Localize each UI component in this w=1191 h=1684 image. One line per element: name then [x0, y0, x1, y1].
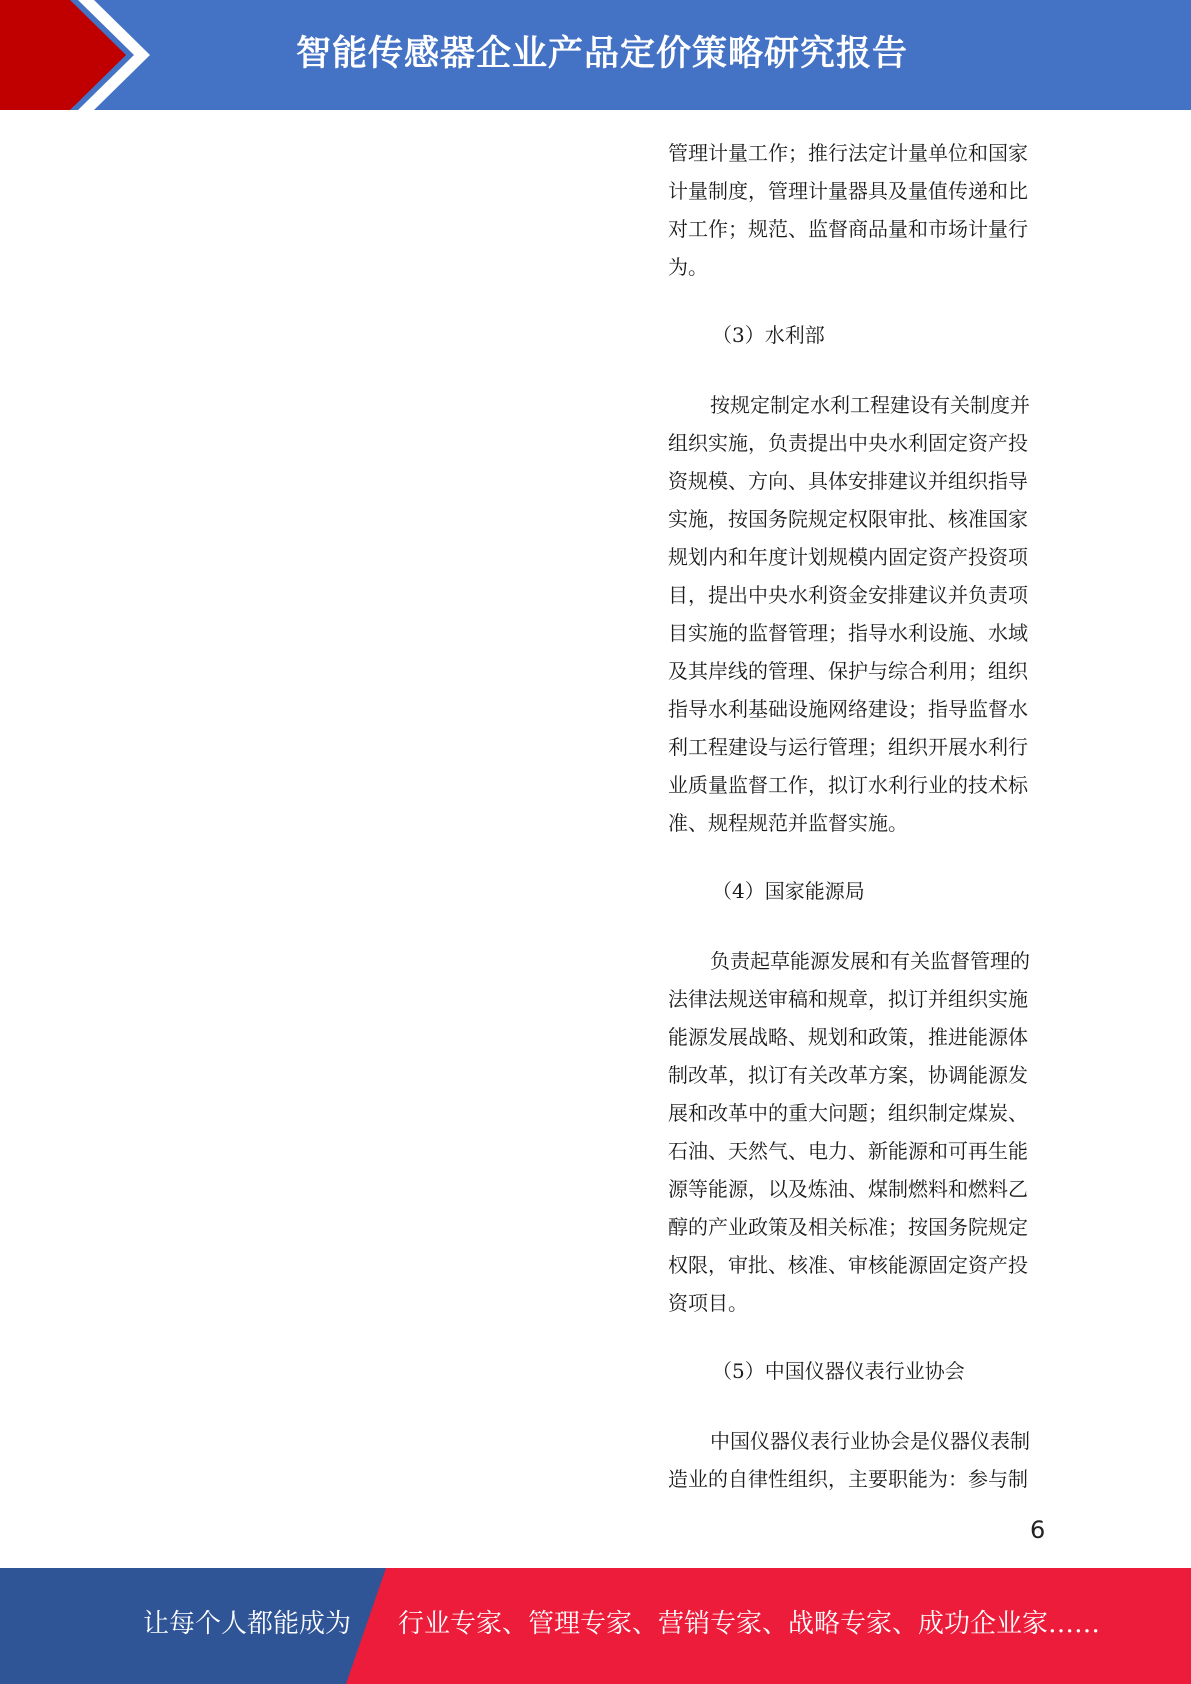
intro-paragraph [668, 134, 1048, 286]
section-heading: （4）国家能源局 [712, 879, 865, 903]
text-line: 对工作；规范、监督商品量和市场计量行 [668, 217, 1028, 241]
text-line: 能源发展战略、规划和政策，推进能源体 [668, 1025, 1028, 1049]
text-line: 源等能源，以及炼油、煤制燃料和燃料乙 [668, 1177, 1028, 1201]
text-line: 醇的产业政策及相关标准；按国务院规定 [668, 1215, 1028, 1239]
text-line: 组织实施，负责提出中央水利固定资产投 [668, 431, 1028, 455]
text-line: 按规定制定水利工程建设有关制度并 [710, 393, 1030, 417]
text-line: 指导水利基础设施网络建设；指导监督水 [668, 697, 1028, 721]
text-line: 业质量监督工作，拟订水利行业的技术标 [668, 773, 1028, 797]
footer-slogan-right: 行业专家、管理专家、营销专家、战略专家、成功企业家…… [398, 1609, 1101, 1639]
footer-slogan-left: 让每个人都能成为 [143, 1609, 352, 1639]
text-line: 制改革，拟订有关改革方案，协调能源发 [668, 1063, 1028, 1087]
section-paragraph [668, 942, 1048, 1322]
report-title: 智能传感器企业产品定价策略研究报告 [296, 34, 909, 74]
text-line: 石油、天然气、电力、新能源和可再生能 [668, 1139, 1028, 1163]
text-line: 负责起草能源发展和有关监督管理的 [710, 949, 1030, 973]
text-line: 管理计量工作；推行法定计量单位和国家 [668, 141, 1028, 165]
page-footer [0, 1568, 1191, 1684]
section-heading: （3）水利部 [712, 323, 825, 347]
text-line: 中国仪器仪表行业协会是仪器仪表制 [710, 1429, 1030, 1453]
text-line: 权限，审批、核准、审核能源固定资产投 [668, 1253, 1028, 1277]
section-heading: （5）中国仪器仪表行业协会 [712, 1359, 965, 1383]
page-number: 6 [1030, 1516, 1046, 1544]
text-line: 展和改革中的重大问题；组织制定煤炭、 [668, 1101, 1028, 1125]
text-line: 利工程建设与运行管理；组织开展水利行 [668, 735, 1028, 759]
text-line: 资规模、方向、具体安排建议并组织指导 [668, 469, 1028, 493]
text-line: 准、规程规范并监督实施。 [668, 811, 908, 835]
text-line: 资项目。 [668, 1291, 748, 1315]
text-line: 规划内和年度计划规模内固定资产投资项 [668, 545, 1028, 569]
text-line: 目，提出中央水利资金安排建议并负责项 [668, 583, 1028, 607]
text-line: 计量制度，管理计量器具及量值传递和比 [668, 179, 1028, 203]
text-line: 法律法规送审稿和规章，拟订并组织实施 [668, 987, 1028, 1011]
section-paragraph [668, 386, 1048, 842]
text-line: 为。 [668, 255, 708, 279]
text-line: 实施，按国务院规定权限审批、核准国家 [668, 507, 1028, 531]
text-line: 目实施的监督管理；指导水利设施、水域 [668, 621, 1028, 645]
text-line: 及其岸线的管理、保护与综合利用；组织 [668, 659, 1028, 683]
text-line: 造业的自律性组织，主要职能为：参与制 [668, 1467, 1028, 1491]
page-header [0, 0, 1191, 110]
section-paragraph [668, 1422, 1048, 1498]
